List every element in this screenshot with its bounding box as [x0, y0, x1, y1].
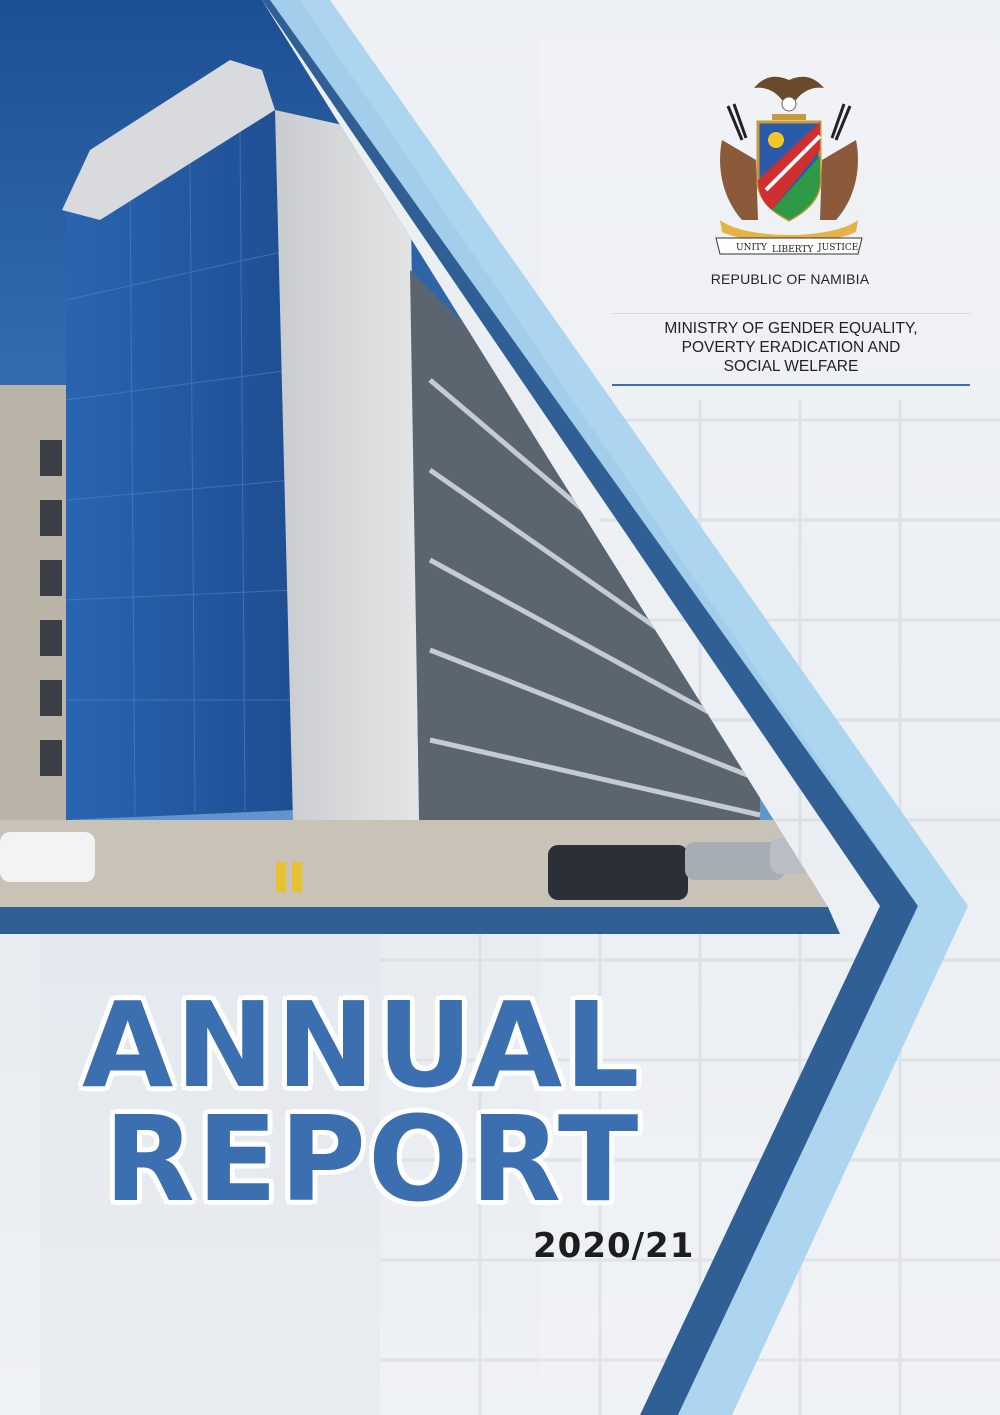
ministry-line-3: SOCIAL WELFARE: [723, 358, 859, 375]
coat-of-arms-emblem: [706, 70, 872, 260]
horizontal-band: [0, 907, 840, 934]
report-title: [60, 976, 760, 1228]
motto-unity: UNITY: [736, 243, 767, 253]
title-line-report: REPORT: [104, 1090, 641, 1228]
ministry-line-2: POVERTY ERADICATION AND: [681, 339, 901, 356]
divider-top: [612, 313, 970, 314]
dark-car: [548, 845, 688, 900]
divider-bottom: [612, 384, 970, 386]
motto-liberty: LIBERTY: [772, 245, 814, 255]
title-line-annual: ANNUAL: [82, 976, 642, 1114]
country-name: REPUBLIC OF NAMIBIA: [710, 271, 870, 287]
white-car: [0, 832, 95, 882]
ministry-name: [612, 319, 970, 376]
motto-justice: JUSTICE: [818, 243, 859, 253]
ministry-line-1: MINISTRY OF GENDER EQUALITY,: [664, 320, 918, 337]
report-year: 2020/21: [533, 1226, 695, 1266]
